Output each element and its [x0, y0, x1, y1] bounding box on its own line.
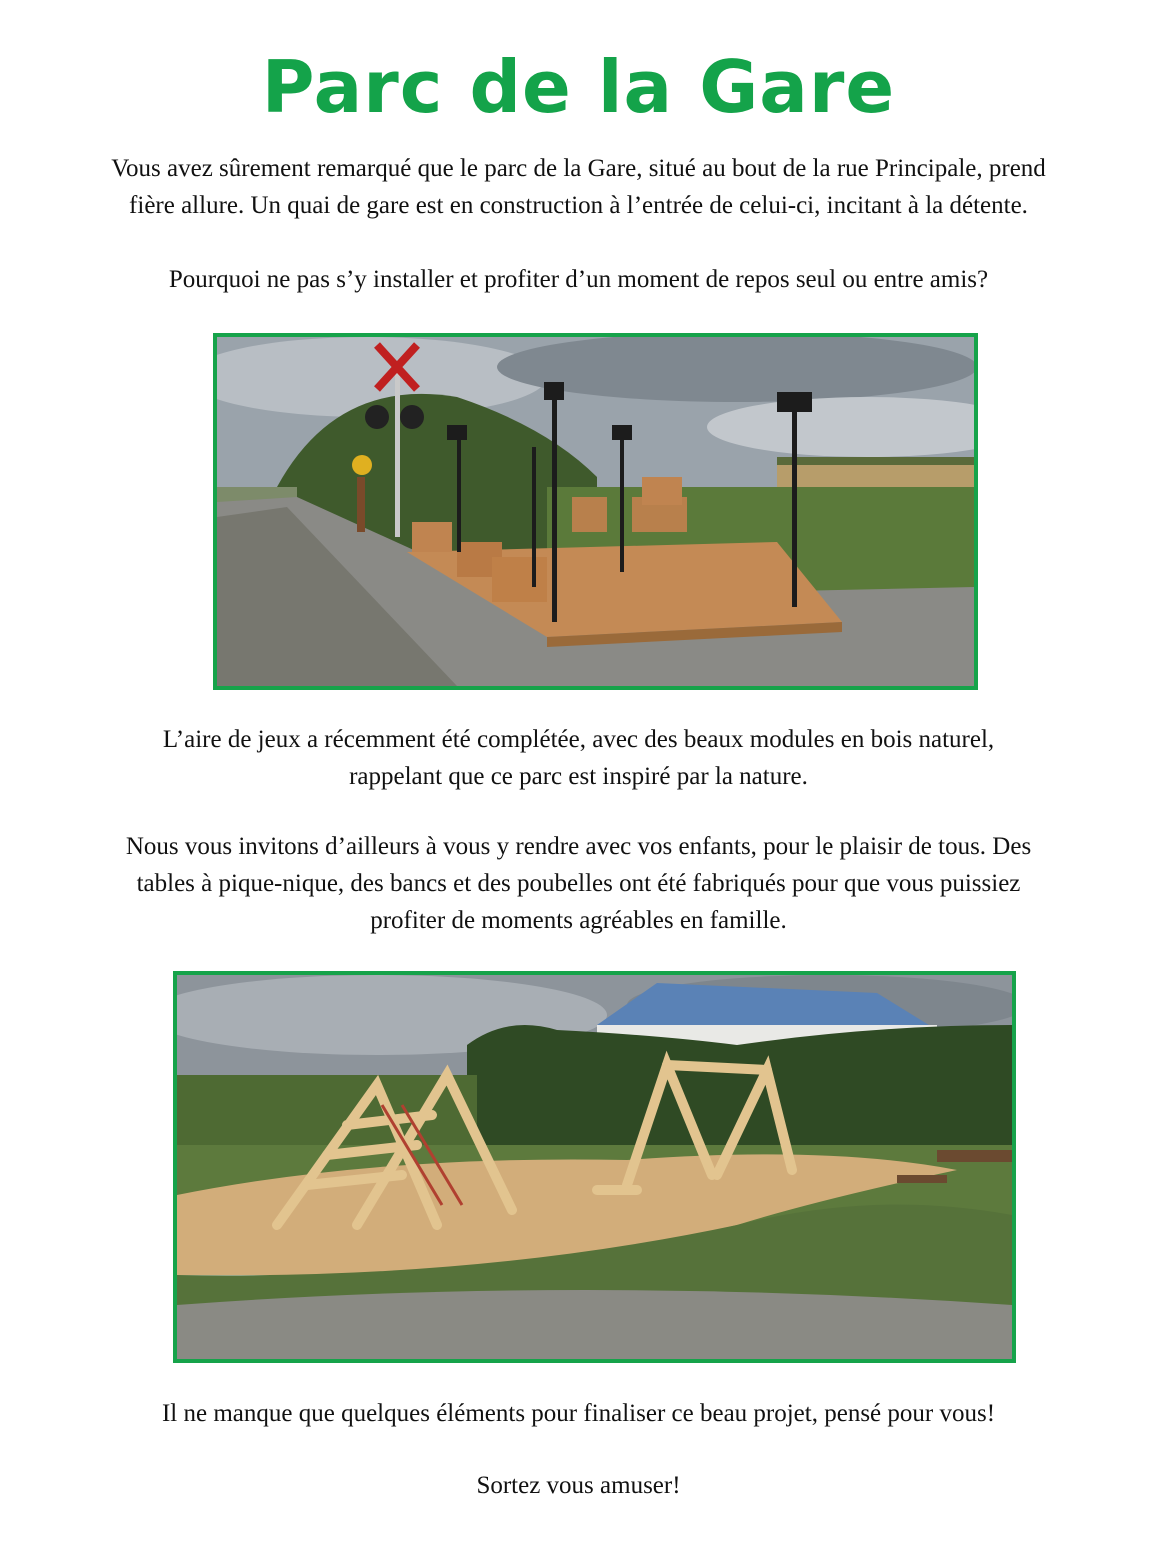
invitation-paragraph [20, 828, 1137, 939]
intro-line-1: Vous avez sûrement remarqué que le parc de la Gare, situé au bout de la rue Principale, prend [111, 155, 1046, 182]
playground-paragraph [20, 721, 1137, 795]
closing-paragraph: Il ne manque que quelques éléments pour finaliser ce beau projet, pensé pour vous! [161, 1400, 996, 1427]
rest-paragraph: Pourquoi ne pas s’y installer et profiter d’un moment de repos seul ou entre amis? [168, 266, 989, 293]
invitation-line-3: profiter de moments agréables en famille. [370, 907, 787, 934]
platform-photo-image [217, 337, 974, 686]
playground-line-2: rappelant que ce parc est inspiré par la nature. [349, 763, 808, 790]
playground-photo-image [177, 975, 1012, 1359]
playground-line-1: L’aire de jeux a récemment été complétée, avec des beaux modules en bois naturel, [162, 726, 995, 753]
call-to-action: Sortez vous amuser! [476, 1472, 681, 1499]
platform-photo [213, 333, 978, 690]
intro-paragraph [20, 150, 1137, 224]
intro-line-2: fière allure. Un quai de gare est en construction à l’entrée de celui-ci, incitant à la détente. [129, 192, 1028, 219]
invitation-line-1: Nous vous invitons d’ailleurs à vous y rendre avec vos enfants, pour le plaisir de tous. Des [125, 833, 1032, 860]
page-title: Parc de la Gare [261, 45, 896, 129]
invitation-line-2: tables à pique-nique, des bancs et des poubelles ont été fabriqués pour que vous puissiez [136, 870, 1021, 897]
playground-photo [173, 971, 1016, 1363]
